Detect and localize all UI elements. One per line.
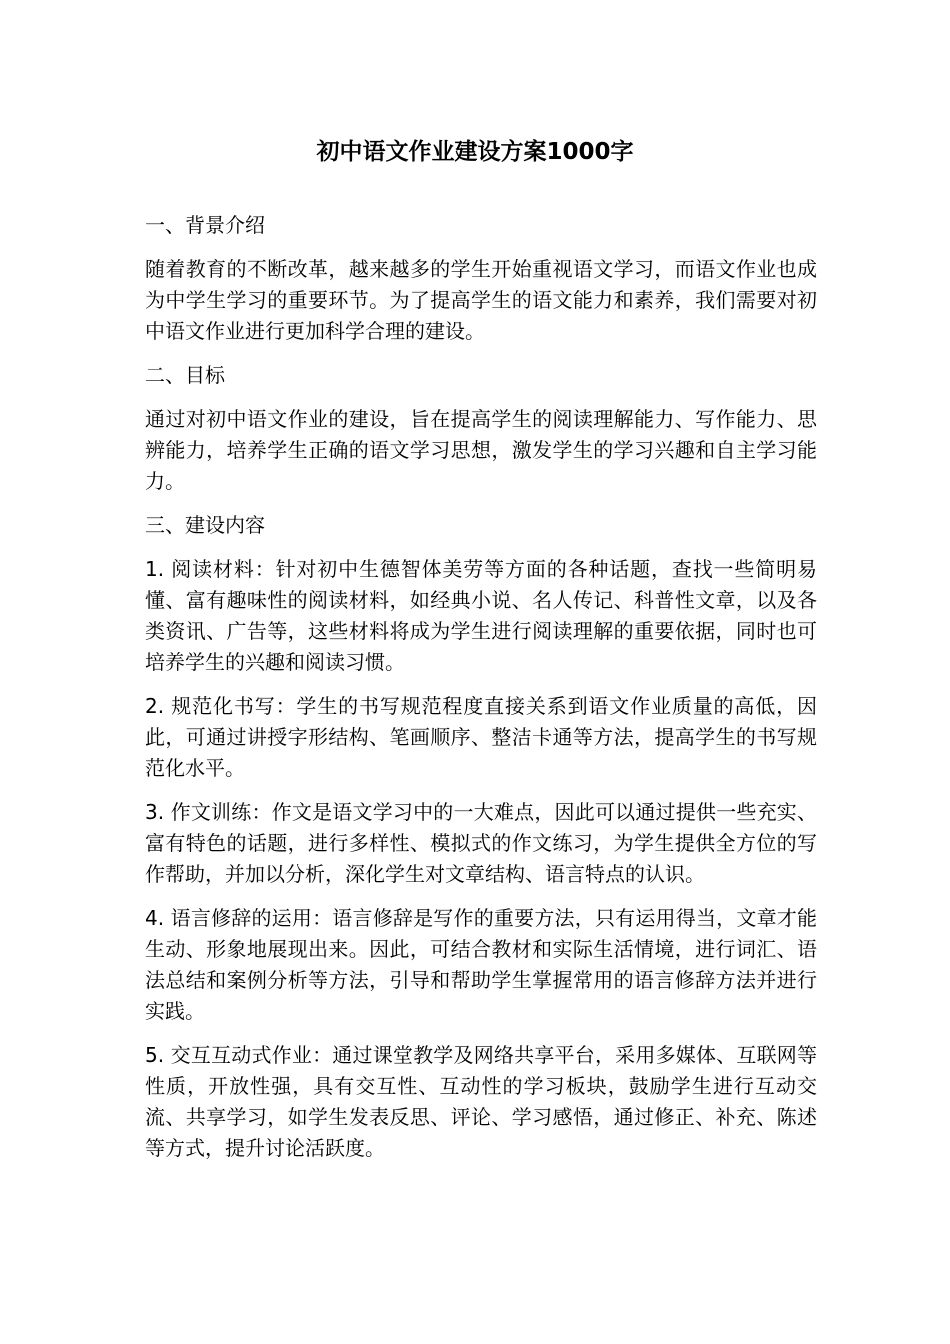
list-item-interactive-homework: 5. 交互互动式作业：通过课堂教学及网络共享平台，采用多媒体、互联网等性质，开放性强，具有交互性、互动性的学习板块，鼓励学生进行互动交流、共享学习，如学生发表反思、评论、学习感悟，通过修正、补充、陈述等方式，提升讨论活跃度。: [145, 1043, 817, 1160]
list-item-composition-training: 3. 作文训练：作文是语文学习中的一大难点，因此可以通过提供一些充实、富有特色的话题，进行多样性、模拟式的作文练习，为学生提供全方位的写作帮助，并加以分析，深化学生对文章结构、语言特点的认识。: [145, 800, 817, 886]
document-body: [145, 210, 817, 1177]
section-content: [145, 510, 817, 1164]
paragraph: 通过对初中语文作业的建设，旨在提高学生的阅读理解能力、写作能力、思辨能力，培养学生正确的语文学习思想，激发学生的学习兴趣和自主学习能力。: [145, 407, 817, 493]
document-title: 初中语文作业建设方案1000字: [316, 139, 634, 165]
section-heading: 三、建设内容: [145, 513, 265, 537]
section-heading: 一、背景介绍: [145, 213, 265, 237]
list-item-reading-materials: 1. 阅读材料：针对初中生德智体美劳等方面的各种话题，查找一些简明易懂、富有趣味性的阅读材料，如经典小说、名人传记、科普性文章，以及各类资讯、广告等，这些材料将成为学生进行阅读理解的重要依据，同时也可培养学生的兴趣和阅读习惯。: [145, 557, 817, 674]
list-item-rhetoric-usage: 4. 语言修辞的运用：语言修辞是写作的重要方法，只有运用得当，文章才能生动、形象地展现出来。因此，可结合教材和实际生活情境，进行词汇、语法总结和案例分析等方法，引导和帮助学生掌握常用的语言修辞方法并进行实践。: [145, 906, 817, 1023]
list-item-writing-standards: 2. 规范化书写：学生的书写规范程度直接关系到语文作业质量的高低，因此，可通过讲授字形结构、笔画顺序、整洁卡通等方法，提高学生的书写规范化水平。: [145, 694, 817, 780]
section-heading: 二、目标: [145, 363, 225, 387]
section-goals: [145, 360, 817, 497]
section-background: [145, 210, 817, 347]
paragraph: 随着教育的不断改革，越来越多的学生开始重视语文学习，而语文作业也成为中学生学习的重要环节。为了提高学生的语文能力和素养，我们需要对初中语文作业进行更加科学合理的建设。: [145, 257, 817, 343]
